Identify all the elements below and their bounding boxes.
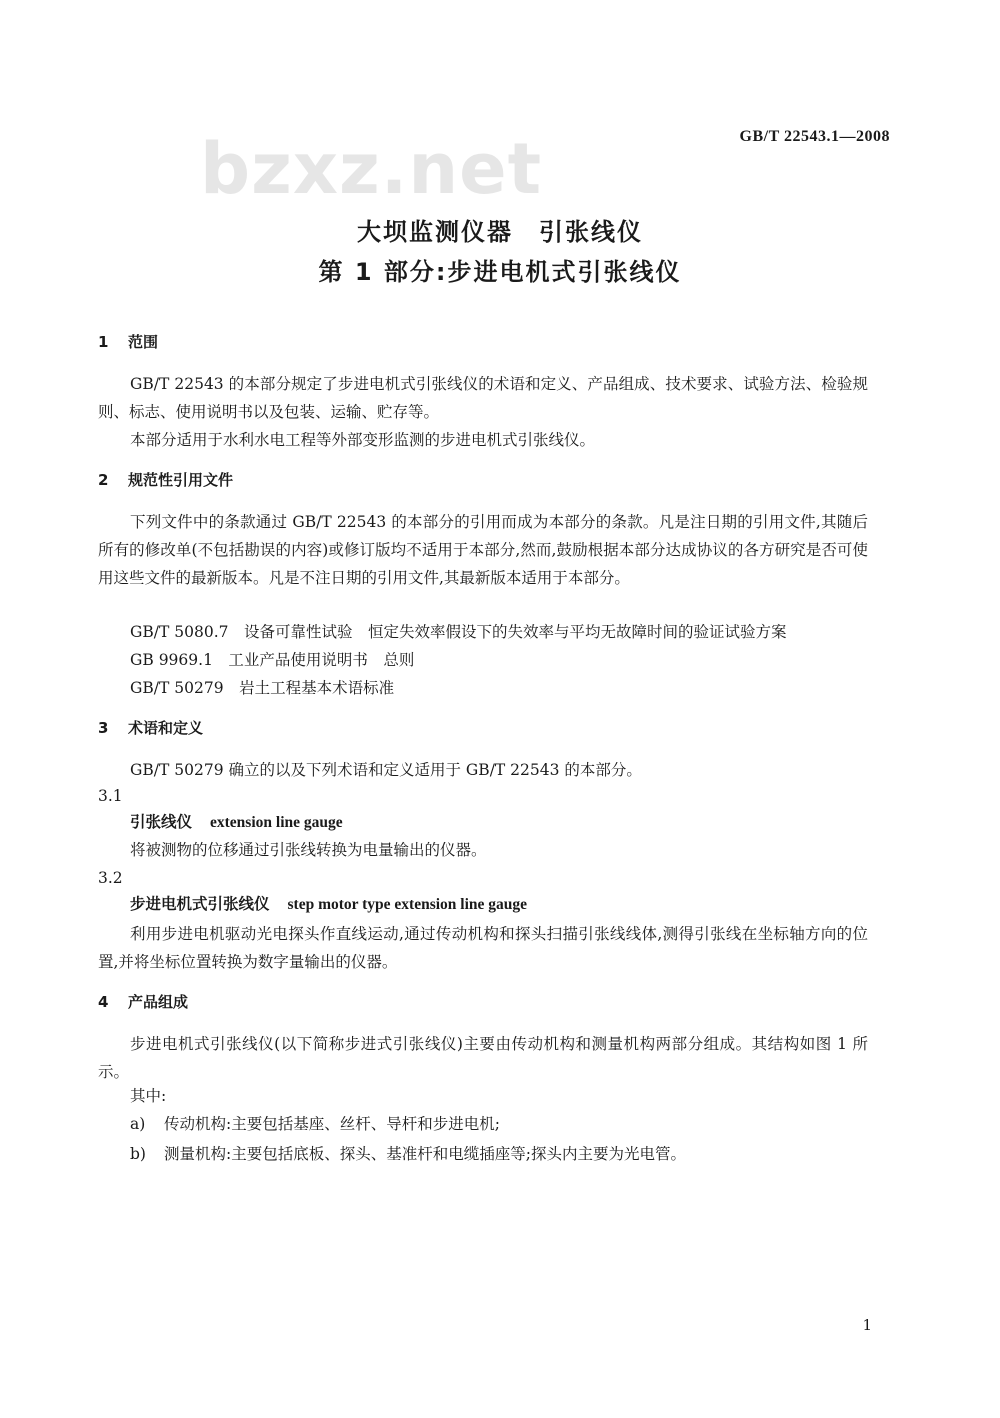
list-item-b — [130, 1140, 686, 1168]
document-subtitle: 第 1 部分:步进电机式引张线仪 — [318, 258, 682, 286]
list-marker: a) — [130, 1115, 146, 1133]
section-number: 2 — [98, 471, 109, 489]
term-chinese: 步进电机式引张线仪 — [130, 895, 270, 913]
section-title: 规范性引用文件 — [128, 471, 234, 489]
term-number: 3.2 — [98, 869, 123, 887]
term-heading — [130, 890, 527, 919]
term-english: step motor type extension line gauge — [287, 896, 528, 913]
section-3-paragraph-1: GB/T 50279 确立的以及下列术语和定义适用于 GB/T 22543 的本部分。 — [130, 761, 642, 779]
term-english: extension line gauge — [210, 814, 343, 831]
reference-item: GB 9969.1 工业产品使用说明书 总则 — [130, 651, 415, 669]
watermark: bzxz.net — [200, 128, 543, 210]
page-number: 1 — [862, 1316, 872, 1334]
document-title: 大坝监测仪器 引张线仪 — [357, 218, 643, 246]
section-title: 产品组成 — [128, 993, 189, 1011]
section-3-heading — [98, 714, 203, 742]
list-text: 传动机构:主要包括基座、丝杆、导杆和步进电机; — [164, 1115, 500, 1133]
section-1-paragraph-2: 本部分适用于水利水电工程等外部变形监测的步进电机式引张线仪。 — [130, 431, 596, 449]
section-4-paragraph-1: 步进电机式引张线仪(以下简称步进式引张线仪)主要由传动机构和测量机构两部分组成。其结构如图 1 所示。 — [98, 1035, 868, 1081]
term-definition: 将被测物的位移通过引张线转换为电量输出的仪器。 — [130, 841, 487, 859]
term-chinese: 引张线仪 — [130, 813, 193, 831]
term-heading — [130, 808, 343, 837]
section-1-paragraph-1: GB/T 22543 的本部分规定了步进电机式引张线仪的术语和定义、产品组成、技术要求、试验方法、检验规则、标志、使用说明书以及包装、运输、贮存等。 — [98, 375, 868, 421]
standard-code: GB/T 22543.1—2008 — [739, 128, 890, 145]
reference-item: GB/T 5080.7 设备可靠性试验 恒定失效率假设下的失效率与平均无故障时间的验证试验方案 — [130, 623, 787, 641]
section-number: 1 — [98, 333, 109, 351]
section-number: 4 — [98, 993, 109, 1011]
section-title: 术语和定义 — [128, 719, 204, 737]
section-2-paragraph-1: 下列文件中的条款通过 GB/T 22543 的本部分的引用而成为本部分的条款。凡是注日期的引用文件,其随后所有的修改单(不包括勘误的内容)或修订版均不适用于本部分,然而,鼓励根据本部分达成协议的各方研究是否可使用这些文件的最新版本。凡是不注日期的引用文件,其最新版本适用于本部分。 — [98, 513, 868, 587]
section-2-heading — [98, 466, 233, 494]
list-text: 测量机构:主要包括底板、探头、基准杆和电缆插座等;探头内主要为光电管。 — [164, 1145, 686, 1163]
section-4-heading — [98, 988, 188, 1016]
section-title: 范围 — [128, 333, 159, 351]
section-4-paragraph-2: 其中: — [130, 1087, 167, 1105]
term-number: 3.1 — [98, 787, 123, 805]
term-definition: 利用步进电机驱动光电探头作直线运动,通过传动机构和探头扫描引张线线体,测得引张线在坐标轴方向的位置,并将坐标位置转换为数字量输出的仪器。 — [98, 925, 868, 971]
list-marker: b) — [130, 1145, 146, 1163]
section-number: 3 — [98, 719, 109, 737]
reference-item: GB/T 50279 岩土工程基本术语标准 — [130, 679, 395, 697]
section-1-heading — [98, 328, 158, 356]
list-item-a — [130, 1110, 500, 1138]
